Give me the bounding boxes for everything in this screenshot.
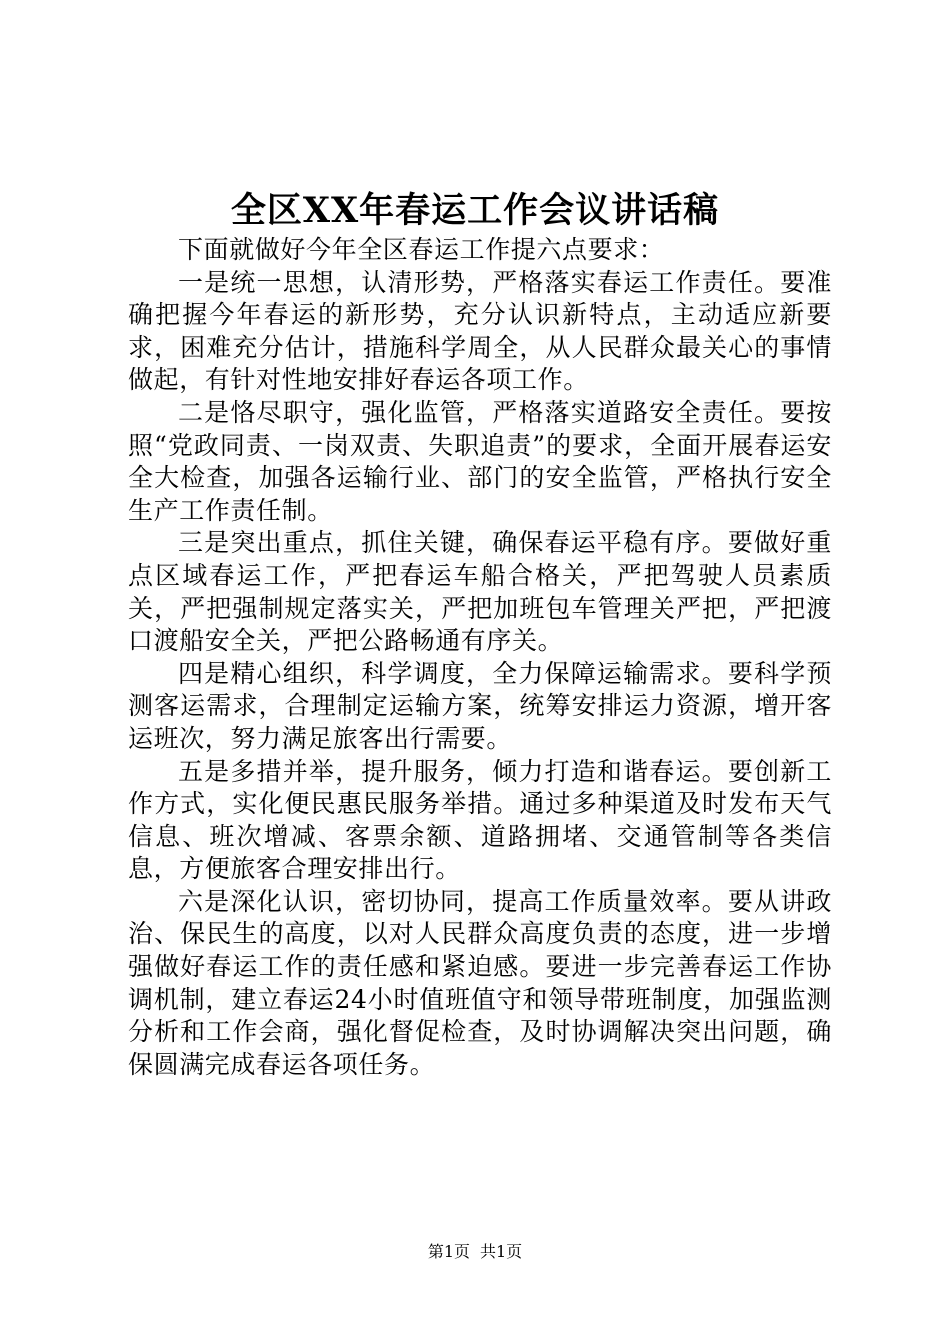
paragraph-requirement-6: 六是深化认识，密切协同，提高工作质量效率。要从讲政治、保民生的高度，以对人民群众高度负责的态度，进一步增强做好春运工作的责任感和紧迫感。要进一步完善春运工作协调机制，建立春运24小时值班值守和领导带班制度，加强监测分析和工作会商，强化督促检查，及时协调解决突出问题，确保圆满完成春运各项任务。 (128, 886, 832, 1079)
page-number-total: 共1页 (480, 1242, 523, 1261)
paragraph-requirement-4: 四是精心组织，科学调度，全力保障运输需求。要科学预测客运需求，合理制定运输方案，统筹安排运力资源，增开客运班次，努力满足旅客出行需要。 (128, 658, 832, 753)
page-footer (0, 1240, 950, 1264)
paragraph-intro: 下面就做好今年全区春运工作提六点要求： (178, 235, 665, 264)
paragraph-requirement-2: 二是恪尽职守，强化监管，严格落实道路安全责任。要按照“党政同责、一岗双责、失职追责”的要求，全面开展春运安全大检查，加强各运输行业、部门的安全监管，严格执行安全生产工作责任制。 (128, 397, 832, 525)
paragraph-requirement-1: 一是统一思想，认清形势，严格落实春运工作责任。要准确把握今年春运的新形势，充分认识新特点，主动适应新要求，困难充分估计，措施科学周全，从人民群众最关心的事情做起，有针对性地安排好春运各项工作。 (128, 267, 832, 395)
document-title: 全区XX年春运工作会议讲话稿 (230, 190, 720, 231)
page-number-current: 第1页 (427, 1242, 470, 1261)
paragraph-requirement-5: 五是多措并举，提升服务，倾力打造和谐春运。要创新工作方式，实化便民惠民服务举措。通过多种渠道及时发布天气信息、班次增减、客票余额、道路拥堵、交通管制等各类信息，方便旅客合理安排出行。 (128, 756, 832, 884)
paragraph-requirement-3: 三是突出重点，抓住关键，确保春运平稳有序。要做好重点区域春运工作，严把春运车船合格关，严把驾驶人员素质关，严把强制规定落实关，严把加班包车管理关严把，严把渡口渡船安全关，严把公路畅通有序关。 (128, 528, 832, 656)
document-body (128, 234, 832, 1081)
